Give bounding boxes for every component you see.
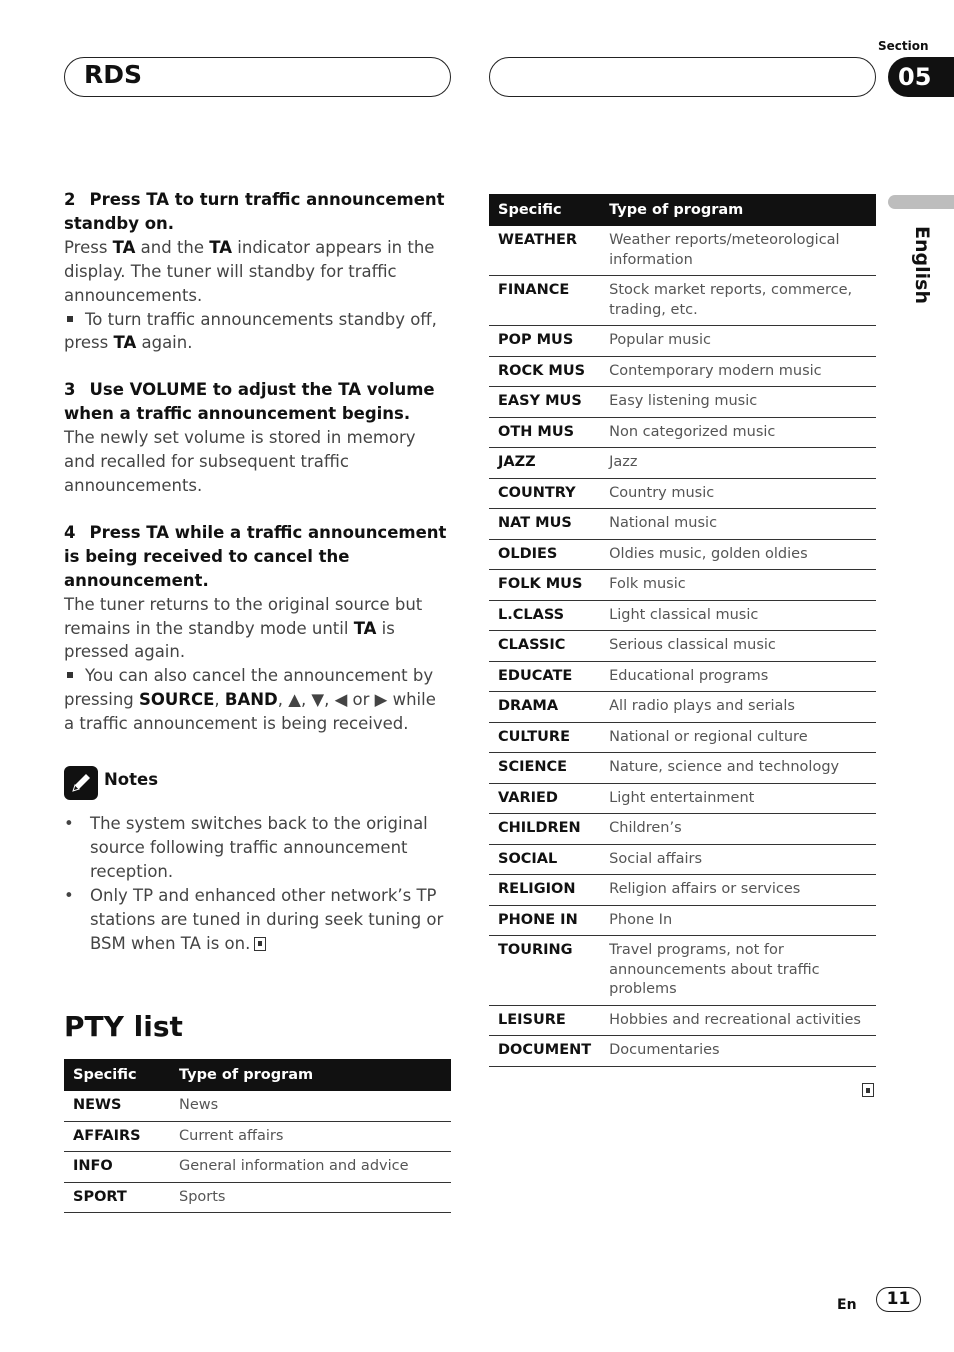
end-mark-icon	[254, 937, 266, 951]
pty-description: Children’s	[600, 814, 876, 845]
table-row	[489, 1005, 876, 1036]
pty-code: NAT MUS	[489, 509, 600, 540]
pty-description: Nature, science and technology	[600, 753, 876, 784]
column-header-type: Type of program	[600, 194, 876, 226]
pty-description: Non categorized music	[600, 417, 876, 448]
table-row	[489, 936, 876, 1006]
pty-code: VARIED	[489, 783, 600, 814]
table-row	[489, 539, 876, 570]
step-body: The newly set volume is stored in memory and recalled for subsequent traffic announcements.	[64, 428, 416, 495]
table-row	[64, 1182, 451, 1213]
pty-description: Documentaries	[600, 1036, 876, 1067]
pty-description: Travel programs, not for announcements about traffic problems	[600, 936, 876, 1006]
table-row	[489, 387, 876, 418]
pty-description: Light classical music	[600, 600, 876, 631]
pty-code: AFFAIRS	[64, 1121, 170, 1152]
table-row	[489, 448, 876, 479]
table-row	[489, 875, 876, 906]
page-number: 11	[876, 1287, 921, 1312]
pty-code: FOLK MUS	[489, 570, 600, 601]
instructions-column	[64, 188, 451, 955]
pty-code: DOCUMENT	[489, 1036, 600, 1067]
square-bullet-icon	[67, 316, 73, 322]
column-header-specific: Specific	[64, 1059, 170, 1091]
pty-description: All radio plays and serials	[600, 692, 876, 723]
square-bullet-icon	[67, 672, 73, 678]
footer-language: En	[837, 1297, 857, 1313]
pty-code: PHONE IN	[489, 905, 600, 936]
step-heading: Press TA to turn traffic announcement standby on.	[64, 190, 445, 233]
page-title: RDS	[84, 60, 143, 89]
pty-description: Weather reports/meteorological information	[600, 226, 876, 276]
pty-description: General information and advice	[170, 1152, 451, 1183]
pty-description: Contemporary modern music	[600, 356, 876, 387]
table-row	[489, 509, 876, 540]
pty-description: Stock market reports, commerce, trading, etc.	[600, 276, 876, 326]
pty-description: Jazz	[600, 448, 876, 479]
pty-code: EDUCATE	[489, 661, 600, 692]
pty-description: National music	[600, 509, 876, 540]
pty-list-heading: PTY list	[64, 1010, 183, 1043]
table-row	[489, 570, 876, 601]
pty-code: NEWS	[64, 1091, 170, 1121]
table-row	[64, 1152, 451, 1183]
pty-code: SCIENCE	[489, 753, 600, 784]
pty-code: RELIGION	[489, 875, 600, 906]
step-3	[64, 378, 451, 498]
pty-description: Social affairs	[600, 844, 876, 875]
pty-description: Serious classical music	[600, 631, 876, 662]
step-heading: Use VOLUME to adjust the TA volume when a traffic announcement begins.	[64, 380, 435, 424]
step-4	[64, 521, 451, 736]
table-row	[489, 600, 876, 631]
pty-table-left	[64, 1059, 451, 1213]
pty-description: National or regional culture	[600, 722, 876, 753]
table-row	[489, 844, 876, 875]
pty-code: POP MUS	[489, 326, 600, 357]
table-row	[489, 692, 876, 723]
pty-description: Popular music	[600, 326, 876, 357]
pty-table-right	[489, 194, 876, 1067]
pty-description: Light entertainment	[600, 783, 876, 814]
pty-description: Easy listening music	[600, 387, 876, 418]
pty-code: OLDIES	[489, 539, 600, 570]
pty-code: CLASSIC	[489, 631, 600, 662]
notes-header	[64, 766, 451, 802]
table-row	[489, 753, 876, 784]
pty-code: DRAMA	[489, 692, 600, 723]
column-header-type: Type of program	[170, 1059, 451, 1091]
language-tab-bar	[888, 195, 954, 209]
pty-description: Country music	[600, 478, 876, 509]
pty-description: Folk music	[600, 570, 876, 601]
pty-code: L.CLASS	[489, 600, 600, 631]
pty-code: TOURING	[489, 936, 600, 1006]
table-row	[489, 356, 876, 387]
step-number: 3	[64, 380, 76, 400]
table-row	[489, 905, 876, 936]
pty-code: INFO	[64, 1152, 170, 1183]
notes-list	[64, 812, 451, 955]
section-number-tab: 05	[888, 57, 954, 97]
pty-description: Phone In	[600, 905, 876, 936]
pty-description: Sports	[170, 1182, 451, 1213]
pty-code: SPORT	[64, 1182, 170, 1213]
list-item: • Only TP and enhanced other network’s TP stations are tuned in during seek tuning or BSM when TA is on.	[64, 884, 451, 956]
table-row	[64, 1121, 451, 1152]
step-2	[64, 188, 451, 355]
step-body: The tuner returns to the original source but remains in the standby mode until TA is pressed again.	[64, 594, 423, 662]
step-body: Press TA and the TA indicator appears in the display. The tuner will standby for traffic announcements.	[64, 237, 435, 305]
pty-code: WEATHER	[489, 226, 600, 276]
pty-code: EASY MUS	[489, 387, 600, 418]
pty-code: OTH MUS	[489, 417, 600, 448]
pty-code: ROCK MUS	[489, 356, 600, 387]
pty-description: Current affairs	[170, 1121, 451, 1152]
column-header-specific: Specific	[489, 194, 600, 226]
pencil-icon	[64, 766, 98, 800]
table-row	[489, 814, 876, 845]
step-number: 2	[64, 190, 76, 209]
pty-code: FINANCE	[489, 276, 600, 326]
table-row	[489, 722, 876, 753]
step-number: 4	[64, 522, 76, 542]
header-right-frame	[489, 57, 876, 97]
pty-description: Hobbies and recreational activities	[600, 1005, 876, 1036]
pty-description: Religion affairs or services	[600, 875, 876, 906]
table-row	[489, 417, 876, 448]
table-row	[489, 1036, 876, 1067]
pty-code: SOCIAL	[489, 844, 600, 875]
pty-code: CULTURE	[489, 722, 600, 753]
section-label: Section	[878, 39, 929, 53]
language-label: English	[911, 226, 933, 304]
step-bullet: To turn traffic announcements standby off, press TA again.	[64, 309, 437, 353]
table-row	[489, 326, 876, 357]
pty-code: JAZZ	[489, 448, 600, 479]
pty-description: Oldies music, golden oldies	[600, 539, 876, 570]
pty-code: LEISURE	[489, 1005, 600, 1036]
table-row	[489, 783, 876, 814]
pty-description: Educational programs	[600, 661, 876, 692]
table-row	[489, 226, 876, 276]
notes-title: Notes	[104, 770, 159, 790]
table-row	[489, 478, 876, 509]
table-row	[489, 661, 876, 692]
end-mark-icon	[862, 1083, 874, 1097]
pty-code: CHILDREN	[489, 814, 600, 845]
pty-description: News	[170, 1091, 451, 1121]
pty-code: COUNTRY	[489, 478, 600, 509]
step-heading: Press TA while a traffic announcement is being received to cancel the announcement.	[64, 522, 447, 590]
list-item: • The system switches back to the original source following traffic announcement reception.	[64, 812, 451, 884]
table-row	[489, 276, 876, 326]
table-row	[489, 631, 876, 662]
table-row	[64, 1091, 451, 1121]
step-bullet: You can also cancel the announcement by pressing SOURCE, BAND, ▲, ▼, ◀ or ▶ while a traffic announcement is being received.	[64, 666, 436, 734]
